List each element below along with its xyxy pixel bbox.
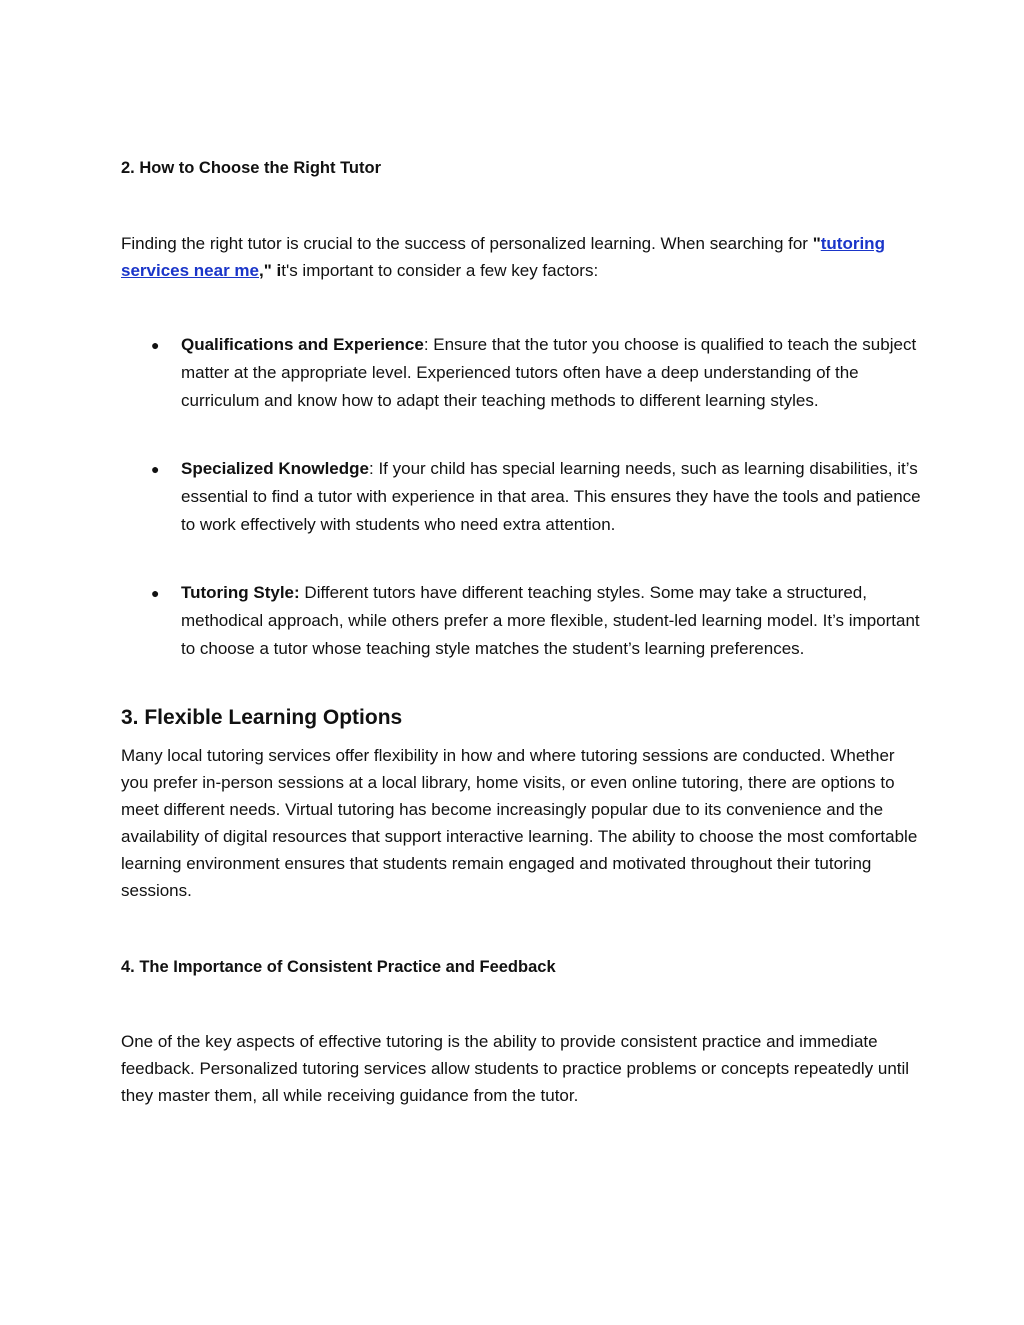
document-content [121,155,921,1109]
list-item-title: Qualifications and Experience [181,335,424,354]
intro-text-before: Finding the right tutor is crucial to the success of personalized learning. When searching for [121,234,813,253]
bullet-icon: ● [151,461,160,477]
section-3-body: Many local tutoring services offer flexibility in how and where tutoring sessions are conducted. Whether you prefer in-person sessions at a local library, home visits, or even online tutoring, there are options to meet different needs. Virtual tutoring has become increasingly popular due to its convenience and the availability of digital resources that support interactive learning. The ability to choose the most comfortable learning environment ensures that students remain engaged and motivated throughout their tutoring sessions. [121,746,918,900]
tutoring-services-link[interactable]: tutoring services near me [121,234,885,280]
spacer [121,980,921,1028]
list-item-title: Tutoring Style: [181,583,300,602]
spacer [121,181,921,230]
section-4-heading: 4. The Importance of Consistent Practice and Feedback [121,958,556,976]
section-2-heading: 2. How to Choose the Right Tutor [121,159,382,177]
list-item-specialized-knowledge [121,455,921,539]
list-item-qualifications [121,331,921,415]
intro-text-after: t's important to consider a few key factors: [281,261,599,280]
list-item-text: : If your child has special learning needs, such as learning disabilities, it’s essential to find a tutor with experience in that area. This ensures they have the tools and patience to work effectively with students who need extra attention. [181,459,921,534]
spacer [121,284,921,331]
list-item-text: Different tutors have different teaching styles. Some may take a structured, methodical approach, while others prefer a more flexible, student-led learning model. It’s important to choose a tutor whose teaching style matches the student’s learning preferences. [181,583,920,658]
key-factors-list [121,331,921,663]
section-2-intro [121,230,921,284]
bullet-icon: ● [151,585,160,601]
bullet-icon: ● [151,337,160,353]
section-4-body: One of the key aspects of effective tutoring is the ability to provide consistent practice and immediate feedback. Personalized tutoring services allow students to practice problems or concepts repeatedly until they master them, all while receiving guidance from the tutor. [121,1032,910,1105]
section-3-heading: 3. Flexible Learning Options [121,706,403,729]
list-item-title: Specialized Knowledge [181,459,369,478]
intro-quote-close: ," i [259,261,282,280]
list-item-text: : Ensure that the tutor you choose is qualified to teach the subject matter at the appropriate level. Experienced tutors often have a deep understanding of the curriculum and know how to adapt their teaching methods to different learning styles. [181,335,917,410]
list-item-tutoring-style [121,579,921,663]
intro-quote-open: " [812,234,821,253]
spacer [121,904,921,954]
